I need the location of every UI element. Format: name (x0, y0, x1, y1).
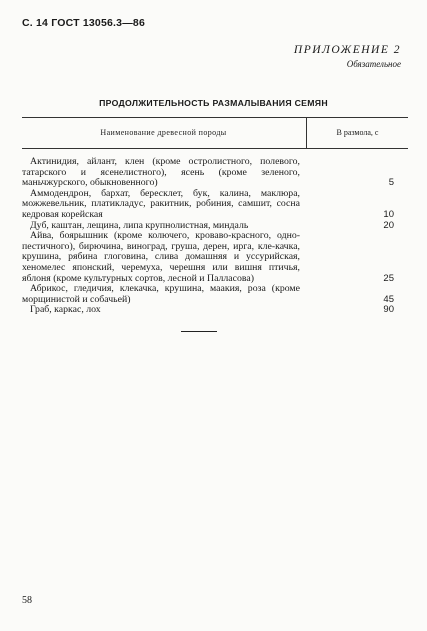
appendix-subtitle: Обязательное (346, 59, 401, 69)
species-cell: Граб, каркас, лох (30, 304, 101, 316)
species-cell: Актинидия, айлант, клен (кроме остролистного, полевого, татарского и ясенелистного), ясень (кроме зеленого, маньчжурского, обыкновенного) (22, 156, 300, 189)
duration-cell: 10 (383, 208, 394, 220)
column-header-duration: В размола, с (336, 128, 379, 137)
table-row (22, 231, 408, 284)
duration-cell: 45 (383, 293, 394, 305)
milling-duration-table (22, 117, 408, 316)
table-row (22, 305, 408, 316)
table-row (22, 189, 408, 221)
page-number: 58 (22, 595, 32, 606)
table-body (22, 157, 408, 316)
species-cell: Дуб, каштан, лещина, липа крупнолистная, миндаль (30, 219, 249, 231)
table-header (22, 117, 408, 149)
document-title: ПРОДОЛЖИТЕЛЬНОСТЬ РАЗМАЛЫВАНИЯ СЕМЯН (99, 98, 328, 108)
species-cell: Аммодендрон, бархат, бересклет, бук, калина, маклюра, можжевельник, платикладус, ракитник, робиния, самшит, сосна кедровая корейская (22, 187, 300, 220)
species-cell: Абрикос, гледичия, клекачка, крушина, маакия, роза (кроме морщинистой и собачьей) (22, 283, 300, 305)
column-header-species: Наименование древесной породы (100, 128, 227, 137)
appendix-block (294, 44, 401, 69)
species-cell: Айва, боярышник (кроме колючего, кроваво-красного, одно-пестичного), бирючина, виноград, груша, дерен, ирга, кле-качка, крушина, рябина глоговина, слива домашняя и уссурийская, хеномелес японский, черемуха, черешня или вишня птичья, яблоня (кроме культурных сортов, лесной и Палласова) (22, 230, 300, 284)
end-of-table-rule (181, 331, 217, 332)
duration-cell: 90 (383, 304, 394, 316)
page-header: С. 14 ГОСТ 13056.3—86 (22, 17, 145, 29)
duration-cell: 25 (383, 272, 394, 284)
duration-cell: 5 (388, 177, 394, 189)
appendix-title: ПРИЛОЖЕНИЕ 2 (293, 44, 401, 56)
table-row (22, 284, 408, 305)
duration-cell: 20 (383, 219, 394, 231)
table-row (22, 157, 408, 189)
